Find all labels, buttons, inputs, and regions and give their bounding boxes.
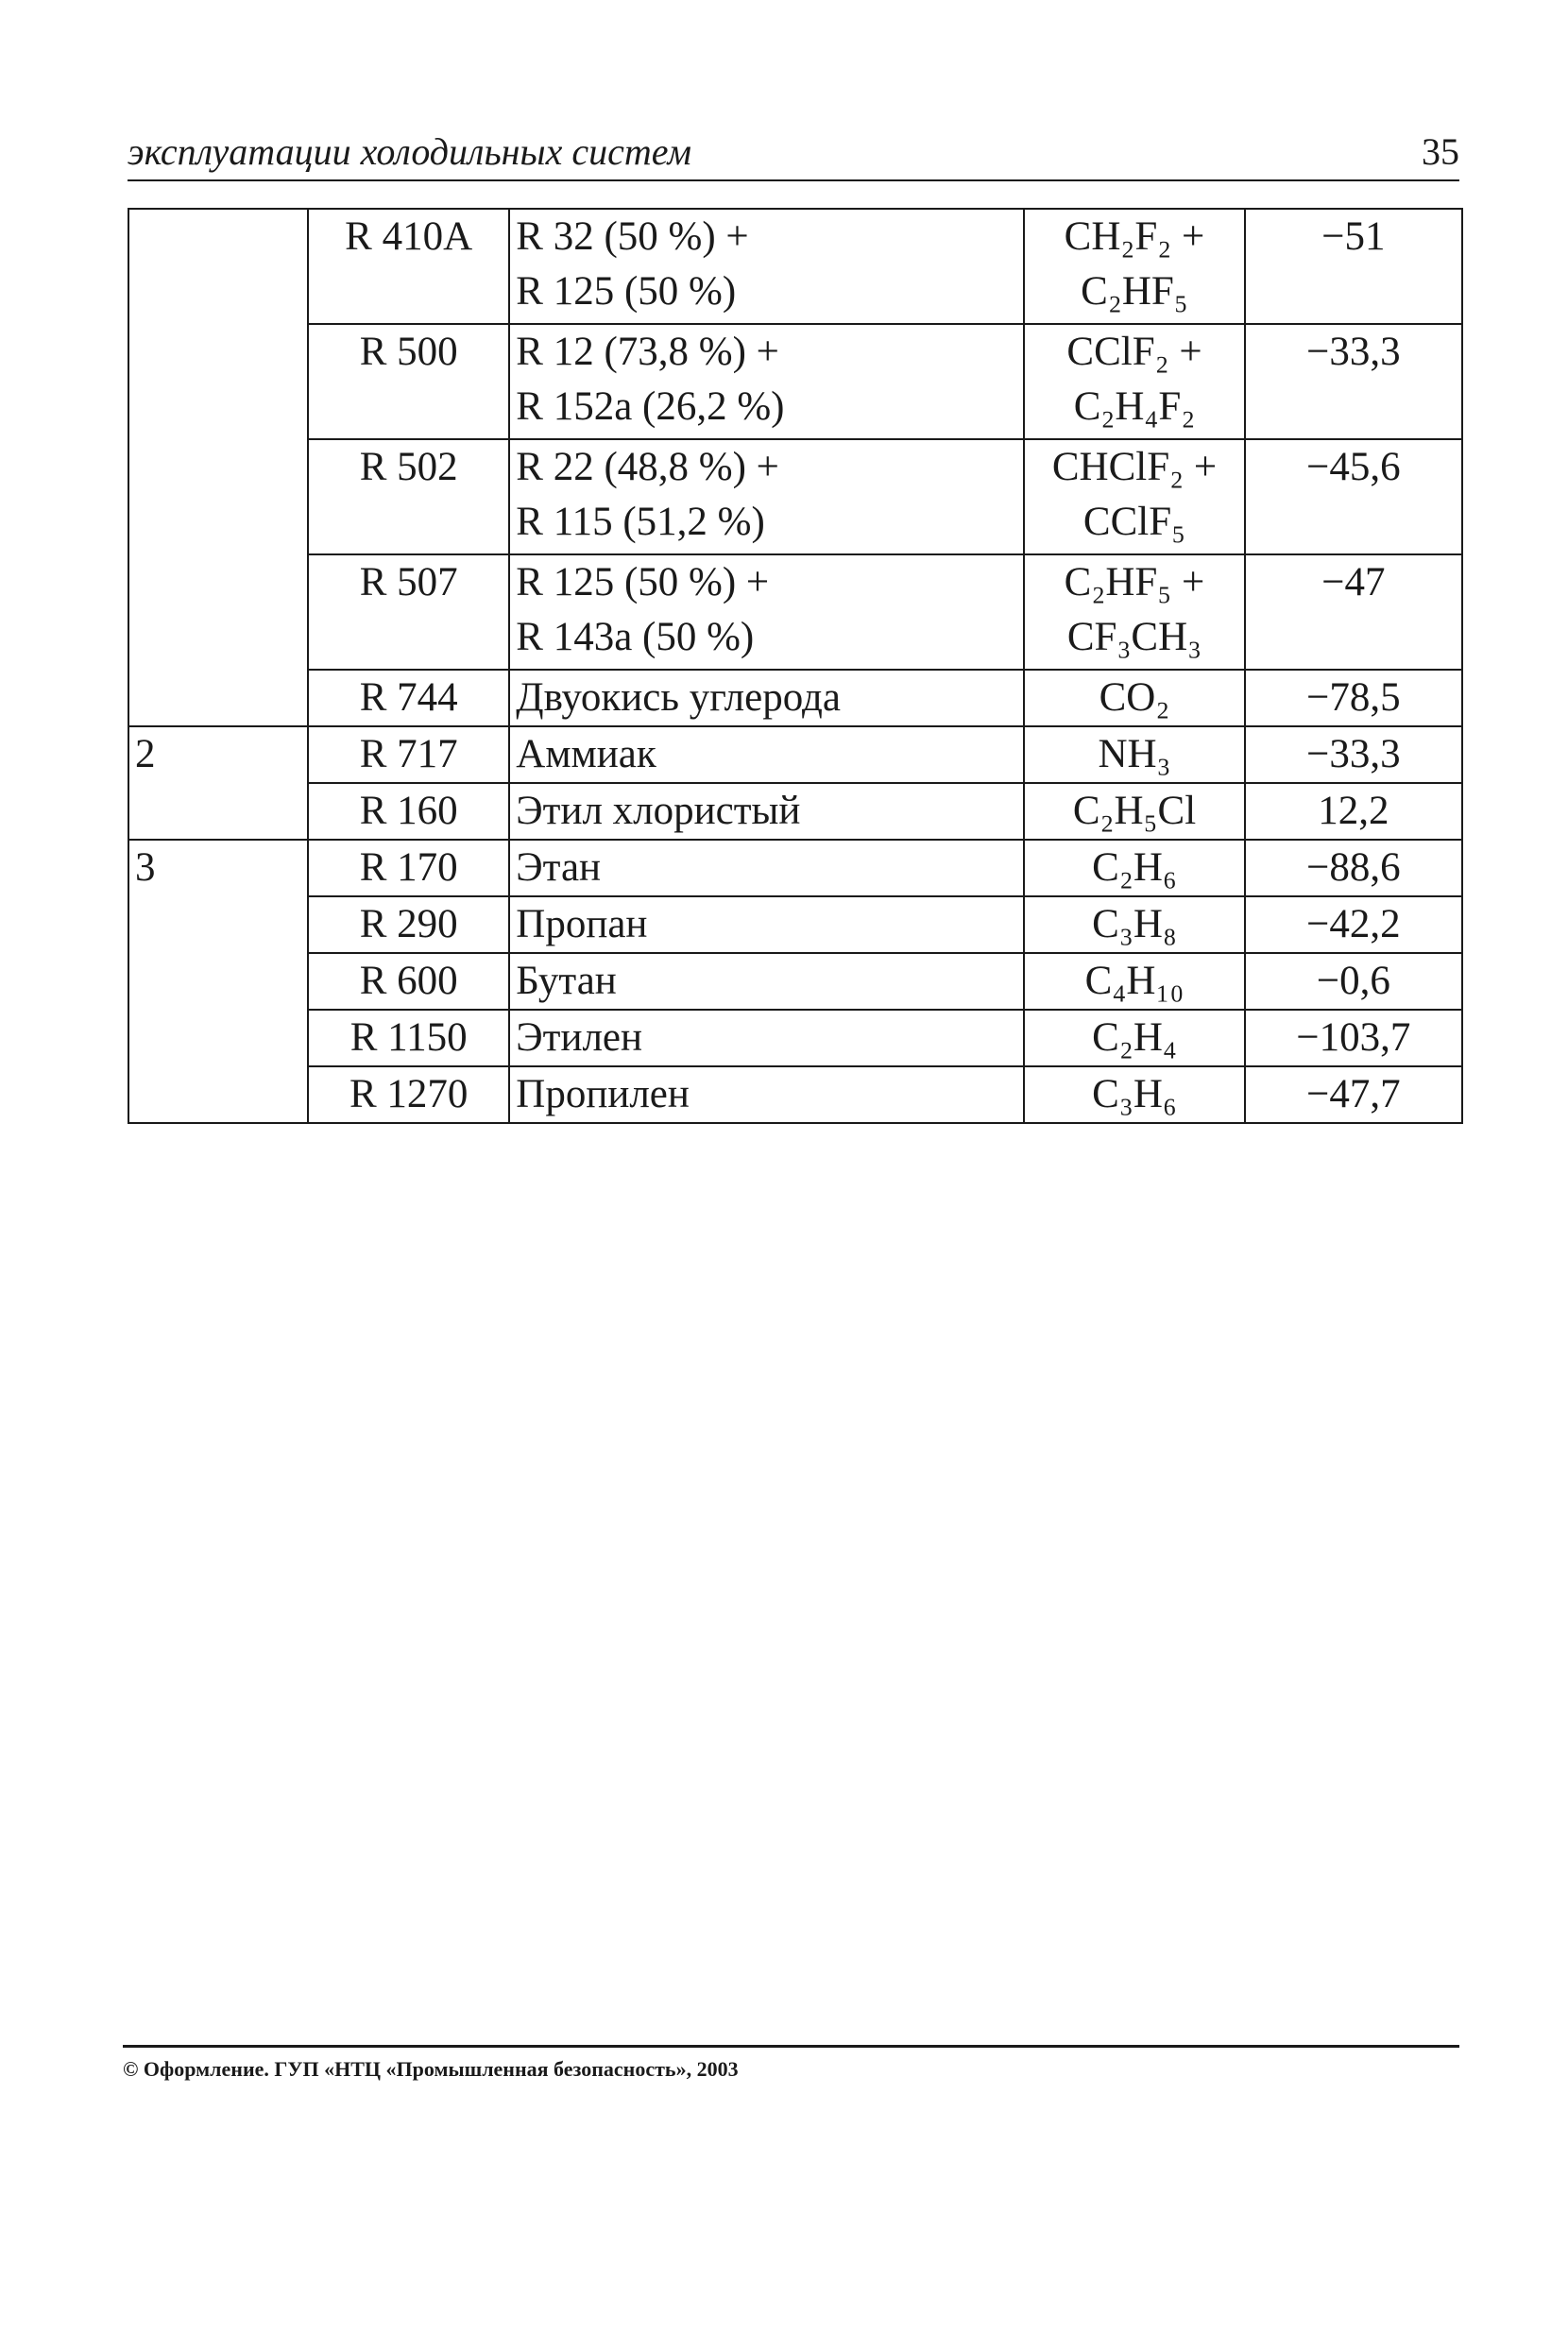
temperature-cell: 12,2 [1245,783,1462,840]
components-cell: Этан [509,840,1024,896]
code-cell: R 160 [308,783,509,840]
group-cell: 3 [128,840,308,1123]
table-row [128,1066,1462,1123]
formula-cell: C₄H₁₀ [1024,953,1244,1010]
formula-cell [1024,439,1244,554]
page-number: 35 [1422,130,1459,173]
code-cell: R 1150 [308,1010,509,1066]
code-cell: R 507 [308,554,509,670]
components-cell [509,324,1024,439]
component-line: R 152a (26,2 %) [516,384,785,429]
formula-cell: C₂H₅Cl [1024,783,1244,840]
table-row [128,209,1462,324]
table-row [128,726,1462,783]
temperature-cell: −45,6 [1245,439,1462,554]
temperature-cell: −47 [1245,554,1462,670]
temperature-cell: −33,3 [1245,324,1462,439]
code-cell: R 717 [308,726,509,783]
code-cell: R 502 [308,439,509,554]
temperature-cell: −0,6 [1245,953,1462,1010]
footer-copyright: © Оформление. ГУП «НТЦ «Промышленная безопасность», 2003 [123,2057,739,2081]
components-cell: Бутан [509,953,1024,1010]
components-cell [509,554,1024,670]
table-row [128,1010,1462,1066]
component-line: R 125 (50 %) + [516,560,770,604]
formula-cell: C₂H₄ [1024,1010,1244,1066]
refrigerant-table [128,208,1463,1124]
formula-cell: C₂H₆ [1024,840,1244,896]
temperature-cell: −78,5 [1245,670,1462,726]
component-line: R 32 (50 %) + [516,214,749,259]
table-row [128,324,1462,439]
table-row [128,439,1462,554]
code-cell: R 170 [308,840,509,896]
temperature-cell: −47,7 [1245,1066,1462,1123]
code-cell: R 500 [308,324,509,439]
formula-line: CClF₅ [1082,500,1186,544]
component-line: R 125 (50 %) [516,269,737,314]
footer-divider [123,2045,1459,2048]
formula-cell: C₃H₈ [1024,896,1244,953]
temperature-cell: −51 [1245,209,1462,324]
table-row [128,554,1462,670]
formula-line: CHClF₂ + [1051,445,1218,489]
running-title: эксплуатации холодильных систем [128,130,692,173]
formula-cell [1024,324,1244,439]
components-cell: Этилен [509,1010,1024,1066]
formula-cell [1024,554,1244,670]
formula-line: C₂HF₅ [1081,269,1188,314]
formula-line: C₂H₄F₂ [1073,384,1196,429]
component-line: R 115 (51,2 %) [516,500,765,544]
group-cell: 2 [128,726,308,840]
components-cell: Этил хлористый [509,783,1024,840]
formula-cell [1024,209,1244,324]
code-cell: R 600 [308,953,509,1010]
formula-line: CF₃CH₃ [1066,615,1202,659]
components-cell: Двуокись углерода [509,670,1024,726]
component-line: R 143a (50 %) [516,615,755,659]
code-cell: R 410A [308,209,509,324]
formula-cell: C₃H₆ [1024,1066,1244,1123]
group-cell [128,209,308,726]
table-row [128,953,1462,1010]
components-cell [509,209,1024,324]
components-cell [509,439,1024,554]
table-row [128,896,1462,953]
temperature-cell: −42,2 [1245,896,1462,953]
formula-line: CH₂F₂ + [1064,214,1205,259]
code-cell: R 744 [308,670,509,726]
table-row [128,783,1462,840]
code-cell: R 290 [308,896,509,953]
component-line: R 12 (73,8 %) + [516,330,779,374]
temperature-cell: −103,7 [1245,1010,1462,1066]
formula-cell: NH₃ [1024,726,1244,783]
components-cell: Пропилен [509,1066,1024,1123]
temperature-cell: −33,3 [1245,726,1462,783]
formula-cell: CO₂ [1024,670,1244,726]
component-line: R 22 (48,8 %) + [516,445,779,489]
table-row [128,670,1462,726]
temperature-cell: −88,6 [1245,840,1462,896]
table-row [128,840,1462,896]
running-header [128,123,1459,181]
formula-line: C₂HF₅ + [1064,560,1205,604]
components-cell: Аммиак [509,726,1024,783]
code-cell: R 1270 [308,1066,509,1123]
formula-line: CClF₂ + [1066,330,1202,374]
components-cell: Пропан [509,896,1024,953]
